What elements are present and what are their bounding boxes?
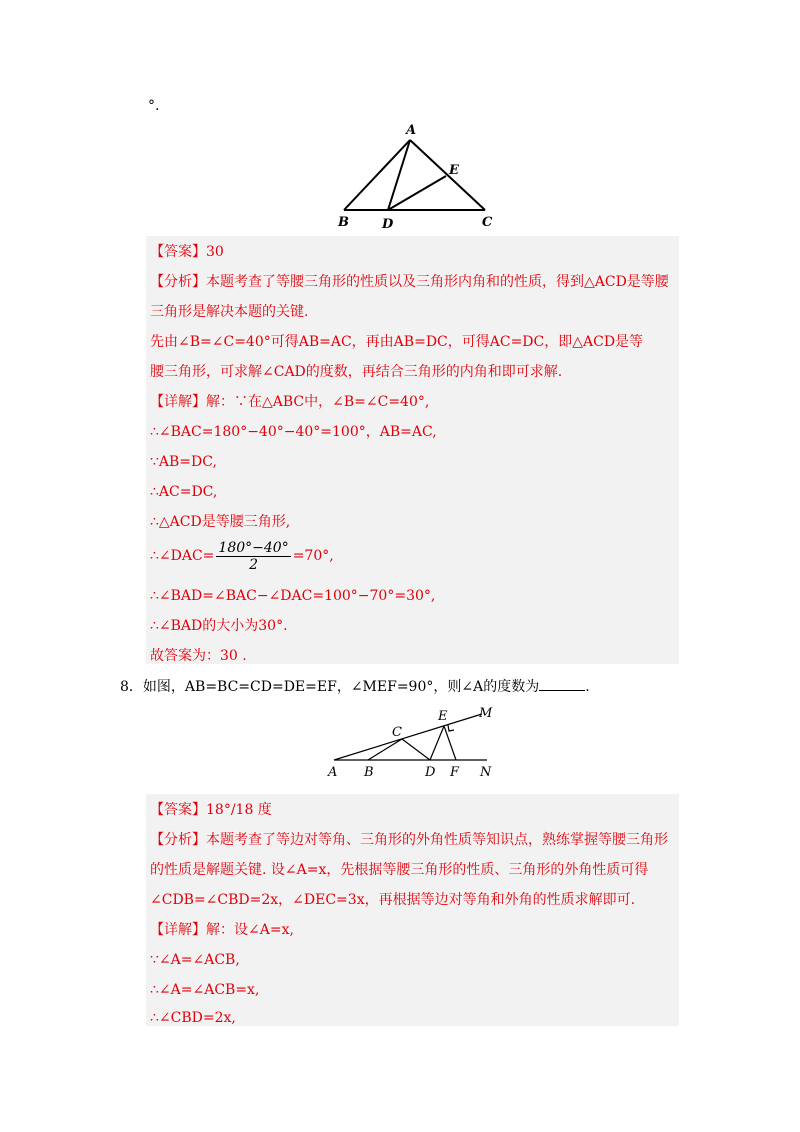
detail-tag: 【详解】 xyxy=(150,922,206,938)
fig2-label-m: M xyxy=(479,706,493,721)
analysis-tag: 【分析】 xyxy=(150,274,206,290)
q7-analysis-1: 【分析】本题考查了等腰三角形的性质以及三角形内角和的性质，得到△ACD是等腰 xyxy=(150,274,669,290)
fig1-label-a: A xyxy=(406,123,417,138)
q8-detail-3: ∴∠A=∠ACB=x, xyxy=(150,982,260,998)
q8-question: 8．如图，AB=BC=CD=DE=EF，∠MEF=90°，则∠A的度数为 . xyxy=(120,676,590,697)
q8-analysis-3: ∠CDB=∠CBD=2x，∠DEC=3x，再根据等边对等角和外角的性质求解即可. xyxy=(150,892,636,908)
fig2-label-a: A xyxy=(328,765,338,780)
fig2-label-b: B xyxy=(364,765,374,780)
answer-tag: 【答案】 xyxy=(150,244,206,260)
fraction: $\frac{180^\circ-40^\circ}{2}$ xyxy=(218,539,289,573)
answer-value: 18°/18 度 xyxy=(206,802,272,818)
fig1-label-e: E xyxy=(449,163,459,178)
seg-ab xyxy=(344,140,410,210)
q7-detail-8: ∴∠BAD的大小为30°. xyxy=(150,618,288,634)
q8-analysis-2: 的性质是解题关键. 设∠A=x，先根据等腰三角形的性质、三角形的外角性质可得 xyxy=(150,862,649,878)
fig2-label-f: F xyxy=(450,765,460,780)
fig1-label-d: D xyxy=(382,217,394,232)
q7-detail-5: ∴△ACD是等腰三角形, xyxy=(150,514,291,530)
fig1-label-b: B xyxy=(338,215,349,230)
answer-tag: 【答案】 xyxy=(150,802,206,818)
fig2-label-c: C xyxy=(392,725,402,740)
q7-detail-7: ∴∠BAD=∠BAC−∠DAC=100°−70°=30°, xyxy=(150,588,436,604)
analysis-tag: 【分析】 xyxy=(150,832,206,848)
figure-abcdef xyxy=(322,704,512,784)
q7-analysis-3: 先由∠B=∠C=40°可得AB=AC，再由AB=DC，可得AC=DC，即△ACD是等 xyxy=(150,334,644,350)
answer-value: 30 xyxy=(206,244,224,260)
figure-triangle-abc xyxy=(330,118,500,233)
q7-detail-1: 【详解】解：∵在△ABC中，∠B=∠C=40°, xyxy=(150,394,430,410)
q7-detail-3: ∵AB=DC, xyxy=(150,454,217,470)
ray-am xyxy=(334,714,482,760)
q8-detail-1: 【详解】解：设∠A=x, xyxy=(150,922,294,938)
q8-analysis-1: 【分析】本题考查了等边对等角、三角形的外角性质等知识点，熟练掌握等腰三角形 xyxy=(150,832,668,848)
right-angle-mark xyxy=(448,725,454,731)
q7-final: 故答案为：30 . xyxy=(150,648,247,664)
fig1-label-c: C xyxy=(482,215,493,230)
seg-de xyxy=(430,726,444,760)
seg-bc xyxy=(368,739,402,760)
q7-detail-4: ∴AC=DC, xyxy=(150,484,218,500)
question-text: 如图，AB=BC=CD=DE=EF，∠MEF=90°，则∠A的度数为 xyxy=(142,679,540,695)
top-fragment: °. xyxy=(148,98,160,114)
q7-analysis-2: 三角形是解决本题的关键. xyxy=(150,304,309,320)
q7-detail-6: ∴∠DAC= $\frac{180^\circ-40^\circ}{2}$ =70°, xyxy=(150,539,334,573)
fig2-label-d: D xyxy=(425,765,436,780)
detail-tag: 【详解】 xyxy=(150,394,206,410)
question-number: 8． xyxy=(120,679,143,695)
q8-detail-2: ∵∠A=∠ACB, xyxy=(150,952,240,968)
answer-blank xyxy=(539,676,585,691)
q7-analysis-4: 腰三角形，可求解∠CAD的度数，再结合三角形的内角和即可求解. xyxy=(150,364,563,380)
fig2-label-e: E xyxy=(438,709,448,724)
seg-cd xyxy=(402,739,430,760)
seg-ac xyxy=(410,140,485,210)
q7-answer xyxy=(150,242,224,262)
q8-answer xyxy=(150,800,272,820)
q7-detail-2: ∴∠BAC=180°−40°−40°=100°，AB=AC, xyxy=(150,424,437,440)
q8-detail-4: ∴∠CBD=2x, xyxy=(150,1010,236,1026)
fig2-label-n: N xyxy=(480,765,492,780)
